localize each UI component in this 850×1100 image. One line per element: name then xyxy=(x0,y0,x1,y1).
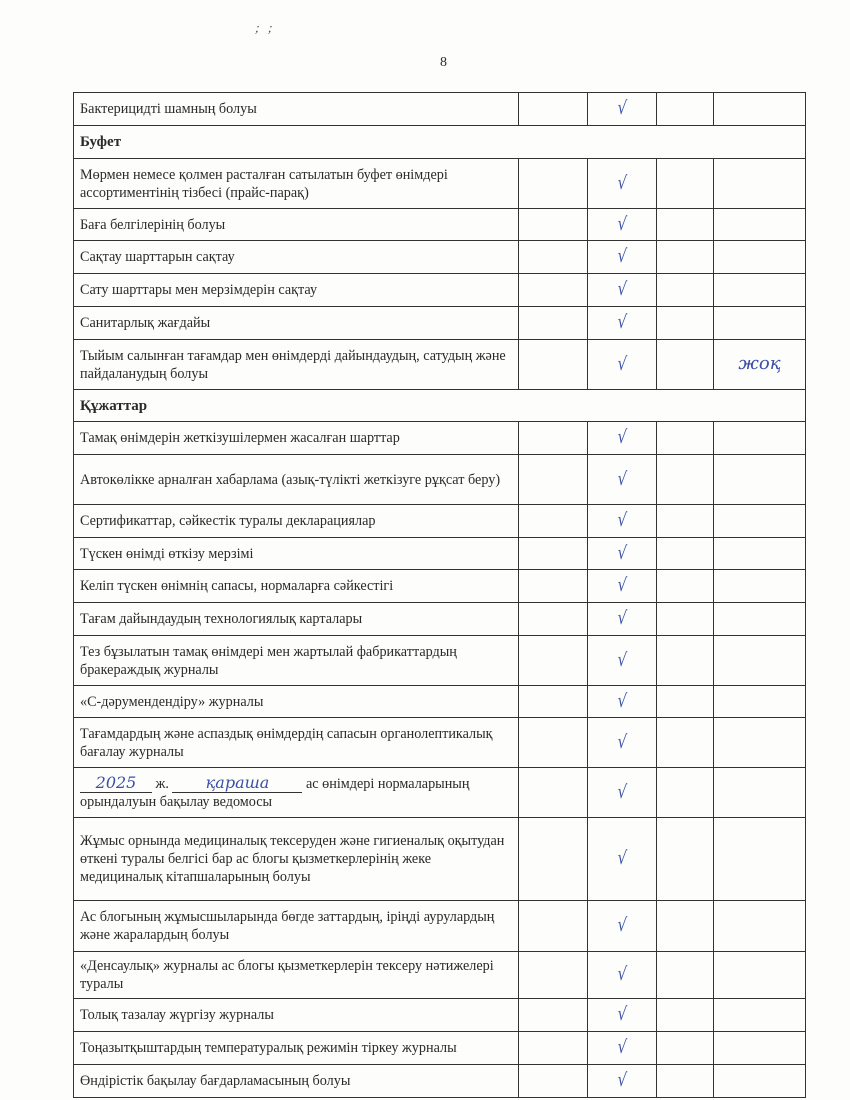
col-4-cell xyxy=(657,241,714,274)
check-mark-icon: √ xyxy=(616,540,628,565)
col-3-cell xyxy=(588,570,657,603)
col-3-cell xyxy=(588,538,657,570)
col-2-cell xyxy=(519,538,588,570)
note-cell xyxy=(714,1032,806,1065)
note-cell xyxy=(714,818,806,901)
col-4-cell xyxy=(657,340,714,390)
check-mark-icon: √ xyxy=(616,1002,628,1026)
month-field: қараша xyxy=(172,774,302,793)
criterion-cell: Өндірістік бақылау бағдарламасының болуы xyxy=(74,1065,519,1098)
check-mark-icon: √ xyxy=(616,310,628,334)
table-row xyxy=(74,340,806,390)
note-cell xyxy=(714,570,806,603)
col-4-cell xyxy=(657,901,714,952)
criterion-cell: Тыйым салынған тағамдар мен өнімдерді дайындаудың, сатудың және пайдаланудың болуы xyxy=(74,340,519,390)
check-mark-icon: √ xyxy=(616,170,628,195)
criterion-cell: Баға белгілерінің болуы xyxy=(74,209,519,241)
col-4-cell xyxy=(657,505,714,538)
col-4-cell xyxy=(657,768,714,818)
year-field: 2025 xyxy=(80,774,152,793)
table-row xyxy=(74,209,806,241)
check-mark-icon: √ xyxy=(616,779,628,804)
table-row xyxy=(74,274,806,307)
check-mark-icon: √ xyxy=(616,688,628,713)
col-2-cell xyxy=(519,818,588,901)
table-row xyxy=(74,718,806,768)
col-2-cell xyxy=(519,455,588,505)
note-cell xyxy=(714,901,806,952)
col-4-cell xyxy=(657,603,714,636)
table-row xyxy=(74,603,806,636)
table-row xyxy=(74,636,806,686)
check-mark-icon: √ xyxy=(616,846,628,870)
col-3-cell xyxy=(588,209,657,241)
criterion-cell: Сертификаттар, сәйкестік туралы декларациялар xyxy=(74,505,519,538)
col-4-cell xyxy=(657,818,714,901)
page-number: 8 xyxy=(440,55,447,70)
table-row xyxy=(74,455,806,505)
criterion-cell: «С-дәрумендендіру» журналы xyxy=(74,686,519,718)
note-cell xyxy=(714,1065,806,1098)
col-3-cell xyxy=(588,818,657,901)
check-mark-icon: √ xyxy=(616,573,628,597)
col-2-cell xyxy=(519,999,588,1032)
col-2-cell xyxy=(519,901,588,952)
criterion-cell: Тағам дайындаудың технологиялық карталары xyxy=(74,603,519,636)
col-4-cell xyxy=(657,1065,714,1098)
table-row xyxy=(74,159,806,209)
check-mark-icon: √ xyxy=(616,1068,628,1092)
table-row xyxy=(74,505,806,538)
note-cell xyxy=(714,768,806,818)
col-3-cell xyxy=(588,952,657,999)
table-row xyxy=(74,952,806,999)
criterion-cell: Мөрмен немесе қолмен расталған сатылатын буфет өнімдері ассортиментінің тізбесі (прайс-парақ) xyxy=(74,159,519,209)
section-header xyxy=(74,390,806,422)
col-2-cell xyxy=(519,768,588,818)
criterion-cell: Тағамдардың және аспаздық өнімдердің сапасын органолептикалық бағалау журналы xyxy=(74,718,519,768)
col-4-cell xyxy=(657,686,714,718)
col-4-cell xyxy=(657,209,714,241)
check-mark-icon: √ xyxy=(616,606,628,630)
col-3-cell xyxy=(588,455,657,505)
col-2-cell xyxy=(519,209,588,241)
scan-marks: ; ; xyxy=(254,20,278,35)
col-2-cell xyxy=(519,307,588,340)
col-3-cell xyxy=(588,93,657,126)
col-2-cell xyxy=(519,570,588,603)
col-3-cell xyxy=(588,340,657,390)
note-cell xyxy=(714,603,806,636)
check-mark-icon: √ xyxy=(616,211,628,236)
col-4-cell xyxy=(657,636,714,686)
checklist-table xyxy=(73,92,806,1098)
table-row xyxy=(74,686,806,718)
note-cell xyxy=(714,422,806,455)
col-2-cell xyxy=(519,1032,588,1065)
col-3-cell xyxy=(588,999,657,1032)
col-2-cell xyxy=(519,718,588,768)
col-4-cell xyxy=(657,952,714,999)
col-2-cell xyxy=(519,636,588,686)
col-4-cell xyxy=(657,538,714,570)
note-text: жоқ xyxy=(738,353,781,374)
table-row xyxy=(74,768,806,818)
table-row xyxy=(74,93,806,126)
col-3-cell xyxy=(588,422,657,455)
col-3-cell xyxy=(588,307,657,340)
check-mark-icon: √ xyxy=(616,425,628,449)
col-4-cell xyxy=(657,570,714,603)
year-suffix: ж. xyxy=(155,776,169,792)
check-mark-icon: √ xyxy=(616,1035,628,1059)
col-3-cell xyxy=(588,505,657,538)
note-cell xyxy=(714,209,806,241)
note-cell xyxy=(714,159,806,209)
col-2-cell xyxy=(519,686,588,718)
col-3-cell xyxy=(588,901,657,952)
note-cell xyxy=(714,307,806,340)
note-cell xyxy=(714,93,806,126)
table-row xyxy=(74,999,806,1032)
note-cell xyxy=(714,241,806,274)
section-title: Буфет xyxy=(74,126,806,159)
criterion-cell: Тоңазытқыштардың температуралық режимін тіркеу журналы xyxy=(74,1032,519,1065)
check-mark-icon: √ xyxy=(616,351,628,376)
table-row xyxy=(74,538,806,570)
note-cell xyxy=(714,274,806,307)
col-2-cell xyxy=(519,159,588,209)
col-3-cell xyxy=(588,274,657,307)
col-2-cell xyxy=(519,93,588,126)
col-3-cell xyxy=(588,1032,657,1065)
table-row xyxy=(74,1065,806,1098)
col-4-cell xyxy=(657,93,714,126)
check-mark-icon: √ xyxy=(616,244,628,268)
criterion-cell: Тамақ өнімдерін жеткізушілермен жасалған шарттар xyxy=(74,422,519,455)
col-3-cell xyxy=(588,1065,657,1098)
note-cell xyxy=(714,952,806,999)
col-2-cell xyxy=(519,241,588,274)
note-cell xyxy=(714,340,806,390)
table-row xyxy=(74,422,806,455)
col-4-cell xyxy=(657,455,714,505)
note-cell xyxy=(714,636,806,686)
col-4-cell xyxy=(657,159,714,209)
check-mark-icon: √ xyxy=(616,647,628,672)
criterion-cell: Жұмыс орнында медициналық тексеруден және гигиеналық оқытудан өткені туралы белгісі бар ас блогы қызметкерлерінің жеке медициналық кітапшаларының болуы xyxy=(74,818,519,901)
criterion-cell xyxy=(74,768,519,818)
criterion-cell: Сату шарттары мен мерзімдерін сақтау xyxy=(74,274,519,307)
note-cell xyxy=(714,538,806,570)
check-mark-icon: √ xyxy=(616,466,628,491)
col-2-cell xyxy=(519,340,588,390)
criterion-cell: Ас блогының жұмысшыларында бөгде заттардың, іріңді аурулардың және жаралардың болуы xyxy=(74,901,519,952)
criterion-cell: Автокөлікке арналған хабарлама (азық-түлікті жеткізуге рұқсат беру) xyxy=(74,455,519,505)
criterion-cell: Толық тазалау жүргізу журналы xyxy=(74,999,519,1032)
col-2-cell xyxy=(519,603,588,636)
col-2-cell xyxy=(519,952,588,999)
col-3-cell xyxy=(588,768,657,818)
check-mark-icon: √ xyxy=(616,962,628,986)
col-4-cell xyxy=(657,307,714,340)
col-4-cell xyxy=(657,718,714,768)
check-mark-icon: √ xyxy=(616,913,628,937)
col-2-cell xyxy=(519,1065,588,1098)
col-3-cell xyxy=(588,718,657,768)
note-cell xyxy=(714,686,806,718)
section-title: Құжаттар xyxy=(74,390,806,422)
criterion-cell: Келіп түскен өнімнің сапасы, нормаларға сәйкестігі xyxy=(74,570,519,603)
table-row xyxy=(74,241,806,274)
note-cell xyxy=(714,718,806,768)
col-3-cell xyxy=(588,636,657,686)
criterion-cell: Сақтау шарттарын сақтау xyxy=(74,241,519,274)
criterion-cell: «Денсаулық» журналы ас блогы қызметкерлерін тексеру нәтижелері туралы xyxy=(74,952,519,999)
criterion-cell: Тез бұзылатын тамақ өнімдері мен жартылай фабрикаттардың бракераждық журналы xyxy=(74,636,519,686)
check-mark-icon: √ xyxy=(616,729,628,754)
check-mark-icon: √ xyxy=(616,96,628,120)
table-row xyxy=(74,1032,806,1065)
col-2-cell xyxy=(519,505,588,538)
table-row xyxy=(74,307,806,340)
note-cell xyxy=(714,455,806,505)
col-4-cell xyxy=(657,274,714,307)
check-mark-icon: √ xyxy=(616,277,628,301)
col-4-cell xyxy=(657,999,714,1032)
criterion-text: ас өнімдері нормаларының орындалуын бақылау ведомосы xyxy=(80,776,470,810)
check-mark-icon: √ xyxy=(616,508,628,532)
col-2-cell xyxy=(519,274,588,307)
table-row xyxy=(74,818,806,901)
col-4-cell xyxy=(657,422,714,455)
criterion-cell: Түскен өнімді өткізу мерзімі xyxy=(74,538,519,570)
note-cell xyxy=(714,505,806,538)
col-3-cell xyxy=(588,603,657,636)
table-row xyxy=(74,901,806,952)
criterion-cell: Бактерицидті шамның болуы xyxy=(74,93,519,126)
col-3-cell xyxy=(588,686,657,718)
col-3-cell xyxy=(588,159,657,209)
criterion-cell: Санитарлық жағдайы xyxy=(74,307,519,340)
col-4-cell xyxy=(657,1032,714,1065)
note-cell xyxy=(714,999,806,1032)
col-2-cell xyxy=(519,422,588,455)
table-row xyxy=(74,570,806,603)
section-header xyxy=(74,126,806,159)
col-3-cell xyxy=(588,241,657,274)
